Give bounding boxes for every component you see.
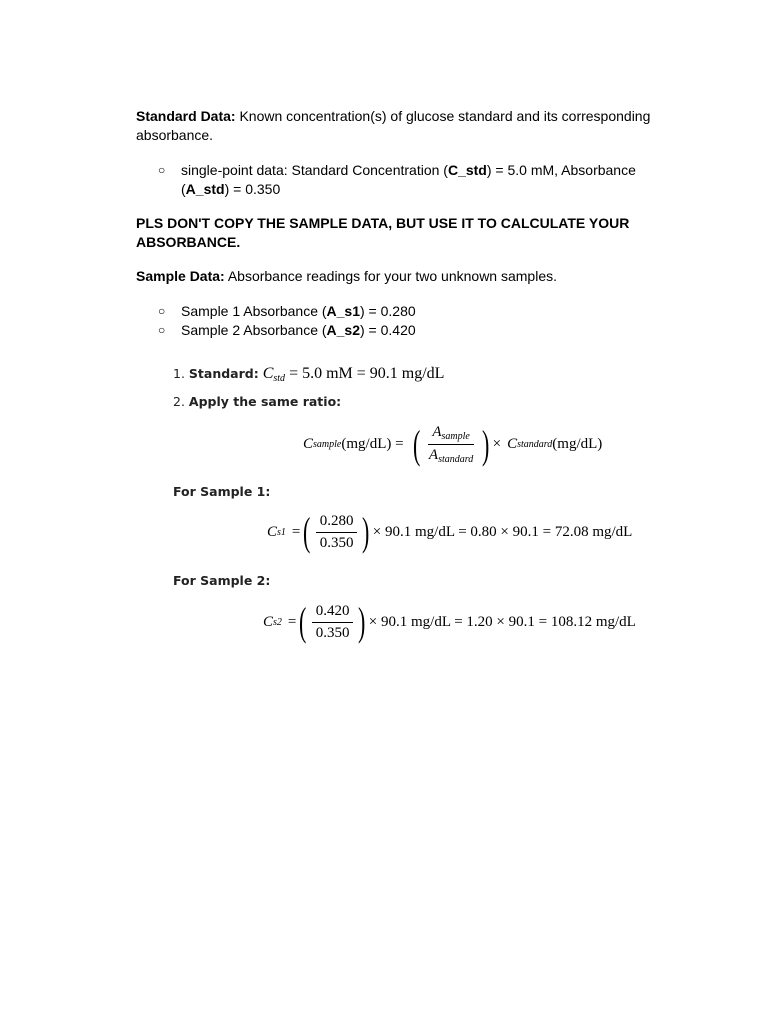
- list-item: ○ Sample 1 Absorbance (A_s1) = 0.280: [158, 303, 416, 319]
- sample-data-paragraph: [136, 267, 656, 286]
- sample-2-formula: C s2 = ( $\frac{0.420}{0.350}$ ) × 90.1 mg/dL = 1.20 × 90.1 = 108.12 mg/dL: [263, 599, 636, 644]
- sample-1-formula: C s1 = ( $\frac{0.280}{0.350}$ ) × 90.1 mg/dL = 0.80 × 90.1 = 72.08 mg/dL: [267, 509, 633, 554]
- list-item: ○ Sample 2 Absorbance (A_s2) = 0.420: [158, 322, 416, 338]
- sample-2-fraction: $\frac{0.420}{0.350}$: [312, 603, 354, 642]
- sample-2-heading: For Sample 2:: [173, 573, 271, 588]
- standard-data-list: [136, 161, 656, 199]
- c-std-term: C_std: [447, 162, 487, 178]
- general-formula: C sample (mg/dL) = ( $\frac{A_{sample}}{A_{standard}}$ ) × C standard (mg/dL): [303, 421, 603, 467]
- step-2: 2. Apply the same ratio:: [173, 394, 342, 409]
- step-2-label: Apply the same ratio:: [188, 394, 342, 409]
- absorbance-ratio-fraction: $\frac{A_{sample}}{A_{standard}}$: [428, 424, 474, 465]
- standard-data-text: Known concentration(s) of glucose standard and its corresponding absorbance.: [136, 108, 651, 143]
- a-s2-term: A_s2: [326, 322, 360, 338]
- warning-text: PLS DON'T COPY THE SAMPLE DATA, BUT USE IT TO CALCULATE YOUR ABSORBANCE.: [136, 215, 630, 250]
- hollow-bullet-icon: ○: [158, 304, 166, 318]
- step-1: 1. Standard: $C_{std} = 5.0$ mM = 90.1 mg/dL: [173, 365, 445, 384]
- sample-1-fraction: $\frac{0.280}{0.350}$: [316, 513, 358, 552]
- standard-data-label: Standard Data:: [136, 108, 236, 124]
- step-1-formula: $C_{std} = 5.0$ mM = 90.1 mg/dL: [262, 365, 445, 384]
- document-body: [136, 107, 656, 340]
- hollow-bullet-icon: ○: [158, 323, 166, 337]
- hollow-bullet-icon: ○: [158, 163, 166, 177]
- sample-data-list: [136, 302, 656, 340]
- step-1-label: Standard:: [188, 366, 259, 381]
- standard-data-paragraph: [136, 107, 656, 145]
- a-std-term: A_std: [185, 181, 225, 197]
- sample-1-heading: For Sample 1:: [173, 484, 271, 499]
- sample-data-text: Absorbance readings for your two unknown samples.: [224, 268, 557, 284]
- sample-data-label: Sample Data:: [136, 268, 225, 284]
- a-s1-term: A_s1: [326, 303, 360, 319]
- list-item: ○ single-point data: Standard Concentration (C_std) = 5.0 mM, Absorbance (A_std) = 0.350: [158, 162, 636, 197]
